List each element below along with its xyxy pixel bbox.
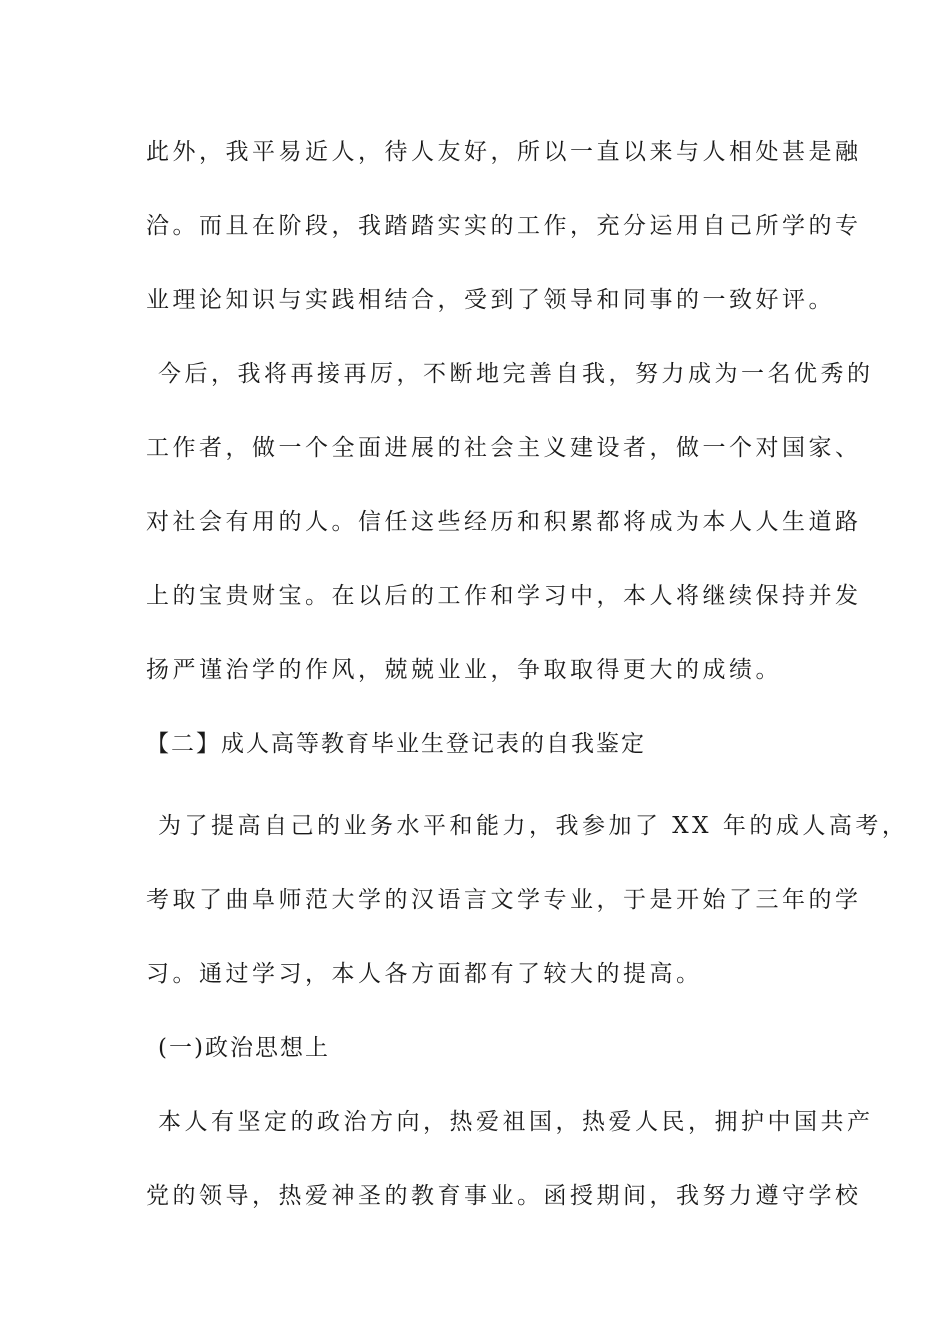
paragraph-line: 对社会有用的人。信任这些经历和积累都将成为本人人生道路 — [146, 509, 862, 535]
paragraph-line: 上的宝贵财宝。在以后的工作和学习中，本人将继续保持并发 — [146, 583, 862, 609]
paragraph-line: 考取了曲阜师范大学的汉语言文学专业，于是开始了三年的学 — [146, 887, 862, 913]
paragraph-line: 党的领导，热爱神圣的教育事业。函授期间，我努力遵守学校 — [146, 1183, 862, 1209]
paragraph-line: 今后，我将再接再厉，不断地完善自我，努力成为一名优秀的 — [158, 361, 874, 387]
paragraph-line: 工作者，做一个全面进展的社会主义建设者，做一个对国家、 — [146, 435, 862, 461]
sub-heading: (一)政治思想上 — [158, 1035, 330, 1061]
paragraph-line: 为了提高自己的业务水平和能力，我参加了 XX 年的成人高考， — [158, 813, 909, 839]
paragraph-line: 此外，我平易近人，待人友好，所以一直以来与人相处甚是融 — [146, 139, 862, 165]
paragraph-line: 扬严谨治学的作风，兢兢业业，争取取得更大的成绩。 — [146, 657, 782, 683]
paragraph-line: 习。通过学习，本人各方面都有了较大的提高。 — [146, 961, 703, 987]
section-heading: 【二】成人高等教育毕业生登记表的自我鉴定 — [146, 731, 646, 757]
paragraph-line: 业理论知识与实践相结合，受到了领导和同事的一致好评。 — [146, 287, 835, 313]
paragraph-line: 本人有坚定的政治方向，热爱祖国，热爱人民，拥护中国共产 — [158, 1109, 874, 1135]
paragraph-line: 洽。而且在阶段，我踏踏实实的工作，充分运用自己所学的专 — [146, 213, 862, 239]
